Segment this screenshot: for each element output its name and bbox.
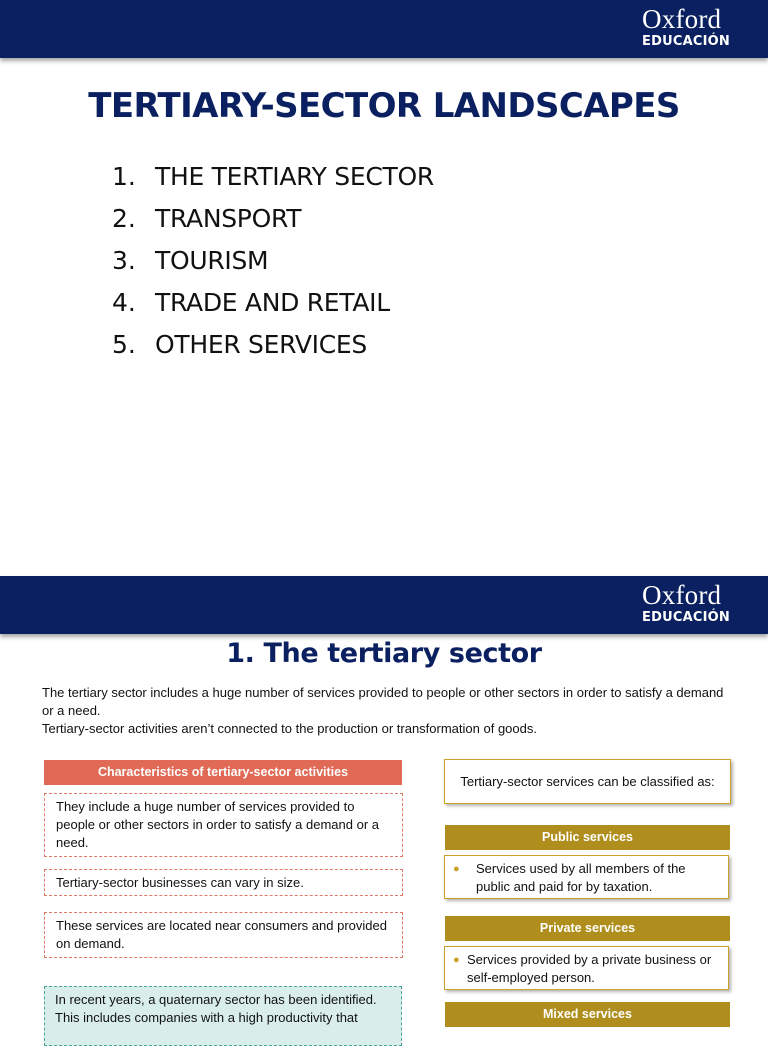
item-number: 3. [112,246,136,275]
item-number: 2. [112,204,136,233]
private-services-text: Services provided by a private business or self-employed person. [467,952,712,985]
bullet-icon: ● [453,863,460,875]
item-number: 1. [112,162,136,191]
contents-item [112,160,434,202]
logo-wordmark: Oxford [642,4,722,34]
characteristic-box: Tertiary-sector businesses can vary in size. [44,869,403,896]
contents-item [112,286,434,328]
contents-item [112,328,434,370]
bullet-icon: ● [453,954,460,966]
contents-item [112,202,434,244]
oxford-logo [642,6,730,49]
classification-intro: Tertiary-sector services can be classified as: [444,759,731,804]
header-banner [0,576,768,634]
header-banner [0,0,768,58]
item-number: 4. [112,288,136,317]
logo-subtitle: EDUCACIÓN [642,610,730,625]
item-number: 5. [112,330,136,359]
slide-title: TERTIARY-SECTOR LANDSCAPES [88,86,680,126]
logo-wordmark: Oxford [642,580,722,610]
public-services-heading: Public services [445,825,730,850]
quaternary-note: In recent years, a quaternary sector has been identified. This includes companies with a high productivity that [44,986,402,1046]
intro-paragraph: Tertiary-sector activities aren’t connected to the production or transformation of goods. [42,721,537,736]
contents-item [112,244,434,286]
item-text: OTHER SERVICES [155,330,367,359]
logo-subtitle: EDUCACIÓN [642,34,730,49]
private-services-heading: Private services [445,916,730,941]
private-services-box [444,946,729,990]
characteristics-heading: Characteristics of tertiary-sector activities [44,760,402,785]
intro-text [42,684,732,738]
public-services-text: Services used by all members of the public and paid for by taxation. [476,861,686,894]
item-text: TOURISM [155,246,269,275]
item-text: THE TERTIARY SECTOR [155,162,434,191]
characteristic-box: These services are located near consumers and provided on demand. [44,912,403,958]
item-text: TRADE AND RETAIL [155,288,390,317]
contents-list [112,160,434,370]
section-title: 1. The tertiary sector [226,638,542,669]
characteristic-box: They include a huge number of services provided to people or other sectors in order to satisfy a demand or a need. [44,793,403,857]
public-services-box [444,855,729,899]
item-text: TRANSPORT [155,204,302,233]
mixed-services-heading: Mixed services [445,1002,730,1027]
intro-paragraph: The tertiary sector includes a huge number of services provided to people or other sectors in order to satisfy a demand or a need. [42,685,724,718]
oxford-logo [642,582,730,625]
